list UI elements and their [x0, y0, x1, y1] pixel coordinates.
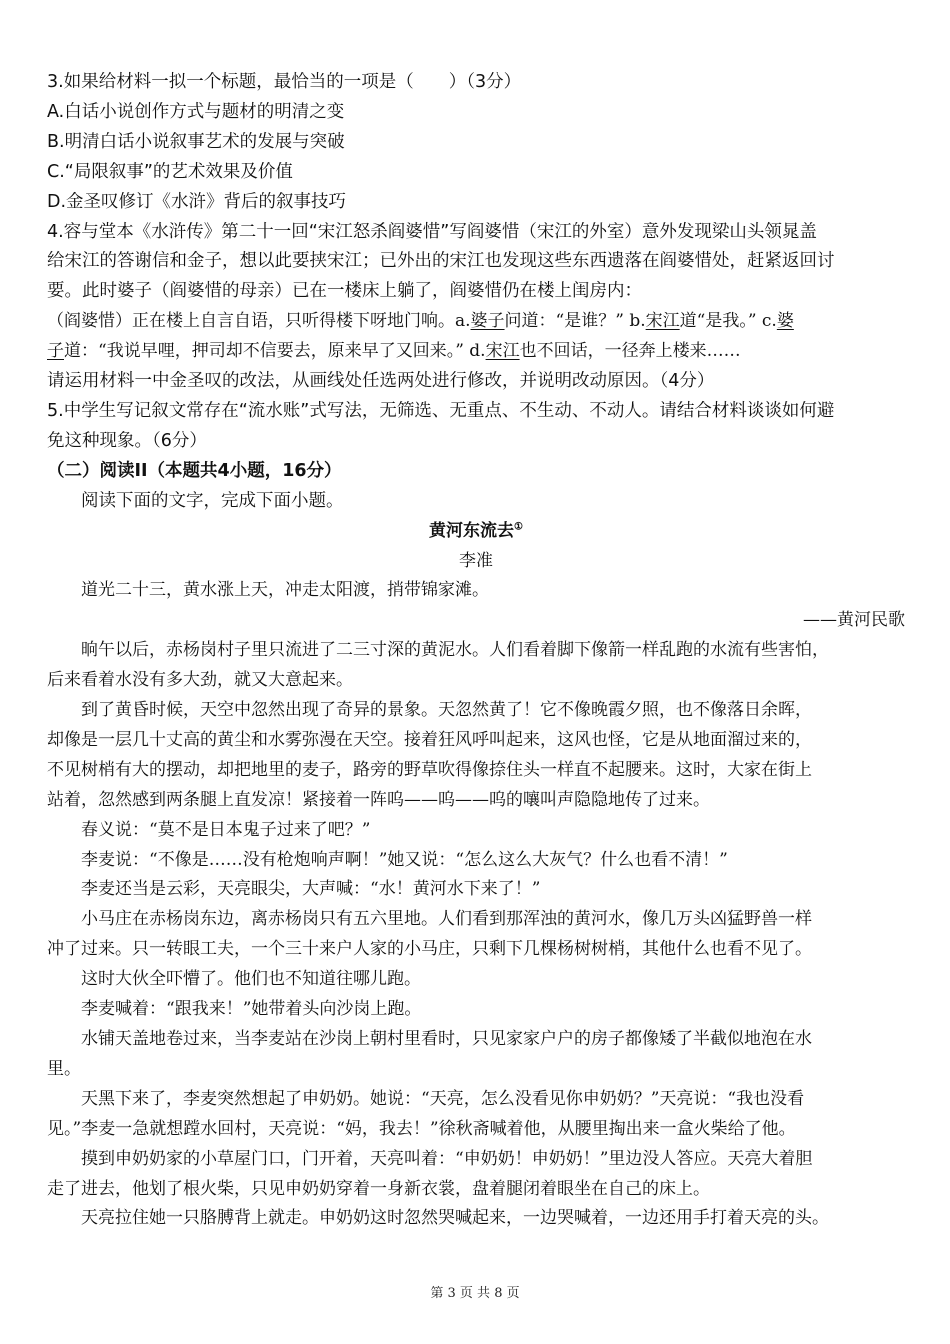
- q5-line: 免这种现象。（6分）: [47, 430, 207, 451]
- story-line: 这时大伙全吓懵了。他们也不知道往哪儿跑。: [81, 969, 421, 990]
- section-heading: （二）阅读II（本题共4小题，16分）: [47, 460, 342, 481]
- epigraph-source: ——黄河民歌: [803, 610, 905, 631]
- q4-instruction: 请运用材料一中金圣叹的改法，从画线处任选两处进行修改，并说明改动原因。（4分）: [47, 371, 715, 392]
- q4-intro-line: 给宋江的答谢信和金子，想以此要挟宋江；已外出的宋江也发现这些东西遗落在阎婆惜处，赶紧返回讨: [47, 251, 835, 272]
- q3-option-d: D.金圣叹修订《水浒》背后的叙事技巧: [47, 191, 347, 212]
- q3-option-a: A.白话小说创作方式与题材的明清之变: [47, 101, 345, 122]
- q4-excerpt-line: [47, 337, 905, 367]
- page-content: [47, 68, 905, 1234]
- story-line: 后来看着水没有多大劲，就又大意起来。: [47, 670, 353, 691]
- story-body: [47, 636, 905, 1234]
- story-title: [47, 517, 905, 547]
- story-line: 里。: [47, 1058, 81, 1079]
- underline-c-end: 子: [47, 341, 64, 362]
- story-line: 小马庄在赤杨岗东边，离赤杨岗只有五六里地。人们看到那浑浊的黄河水，像几万头凶猛野兽一样: [81, 909, 812, 930]
- story-line: 走了进去，他划了根火柴，只见申奶奶穿着一身新衣裳，盘着腿闭着眼坐在自己的床上。: [47, 1178, 710, 1199]
- underline-a: 婆子: [470, 311, 505, 332]
- section-instruction: 阅读下面的文字，完成下面小题。: [81, 490, 344, 511]
- story-line: 天亮拉住她一只胳膊背上就走。申奶奶这时忽然哭喊起来，一边哭喊着，一边还用手打着天亮的头。: [81, 1208, 829, 1229]
- excerpt-text: 道：“我说早哩，押司却不信要去，原来早了又回来。” d.: [64, 341, 486, 362]
- story-line: 春义说：“莫不是日本鬼子过来了吧？”: [81, 819, 371, 840]
- story-line: 站着，忽然感到两条腿上直发凉！紧接着一阵呜——呜——呜的嚷叫声隐隐地传了过来。: [47, 789, 710, 810]
- story-line: 却像是一层几十丈高的黄尘和水雾弥漫在天空。接着狂风呼叫起来，这风也怪，它是从地面溜过来的，: [47, 729, 812, 750]
- story-line: 到了黄昏时候，天空中忽然出现了奇异的景象。天忽然黄了！它不像晚霞夕照，也不像落日余晖，: [81, 700, 812, 721]
- underline-b: 宋江: [645, 311, 680, 332]
- story-line: 冲了过来。只一转眼工夫，一个三十来户人家的小马庄，只剩下几棵杨树树梢，其他什么也看不见了。: [47, 939, 812, 960]
- underline-c-start: 婆: [776, 311, 794, 332]
- q3-option-b: B.明清白话小说叙事艺术的发展与突破: [47, 131, 345, 152]
- q5-line: 5.中学生写记叙文常存在“流水账”式写法，无筛选、无重点、不生动、不动人。请结合材料谈谈如何避: [47, 400, 835, 421]
- footnote-mark: ①: [514, 520, 523, 532]
- q4-intro-line: 要。此时婆子（阎婆惜的母亲）已在一楼床上躺了，阎婆惜仍在楼上闺房内：: [47, 281, 642, 302]
- story-line: 摸到申奶奶家的小草屋门口，门开着，天亮叫着：“申奶奶！申奶奶！”里边没人答应。天亮大着胆: [81, 1148, 813, 1169]
- story-line: 李麦说：“不像是……没有枪炮响声啊！”她又说：“怎么这么大灰气？什么也看不清！”: [81, 849, 728, 870]
- excerpt-text: 也不回话，一径奔上楼来……: [519, 341, 741, 362]
- q4-intro-line: 4.容与堂本《水浒传》第二十一回“宋江怒杀阎婆惜”写阎婆惜（宋江的外室）意外发现梁山头领晁盖: [47, 221, 817, 242]
- story-author: 李准: [459, 550, 493, 571]
- story-title-text: 黄河东流去: [429, 520, 515, 541]
- q3-stem: 3.如果给材料一拟一个标题，最恰当的一项是（ ）（3分）: [47, 72, 522, 92]
- q4-excerpt-line: [47, 307, 905, 337]
- story-line: 水铺天盖地卷过来，当李麦站在沙岗上朝村里看时，只见家家户户的房子都像矮了半截似地泡在水: [81, 1029, 812, 1049]
- excerpt-text: 道“是我。” c.: [679, 311, 777, 332]
- story-line: 天黑下来了，李麦突然想起了申奶奶。她说：“天亮，怎么没看见你申奶奶？”天亮说：“我也没看: [81, 1088, 805, 1109]
- story-line: 见。”李麦一急就想蹚水回村，天亮说：“妈，我去！”徐秋斋喊着他，从腰里掏出来一盒火柴给了他。: [47, 1118, 796, 1139]
- q3-option-c: C.“局限叙事”的艺术效果及价值: [47, 161, 293, 182]
- story-line: 晌午以后，赤杨岗村子里只流进了二三寸深的黄泥水。人们看着脚下像箭一样乱跑的水流有些害怕，: [81, 640, 829, 661]
- page-footer: 第 3 页 共 8 页: [430, 1286, 520, 1301]
- story-line: 李麦喊着：“跟我来！”她带着头向沙岗上跑。: [81, 999, 422, 1020]
- excerpt-text: 问道：“是谁？” b.: [504, 311, 646, 332]
- underline-d: 宋江: [485, 341, 520, 362]
- excerpt-text: （阎婆惜）正在楼上自言自语，只听得楼下呀地门响。a.: [47, 311, 471, 332]
- epigraph: 道光二十三，黄水涨上天，冲走太阳渡，捎带锦家滩。: [81, 580, 489, 601]
- story-line: 李麦还当是云彩，天亮眼尖，大声喊：“水！黄河水下来了！”: [81, 879, 541, 900]
- story-line: 不见树梢有大的摆动，却把地里的麦子，路旁的野草吹得像捺住头一样直不起腰来。这时，大家在街上: [47, 759, 812, 780]
